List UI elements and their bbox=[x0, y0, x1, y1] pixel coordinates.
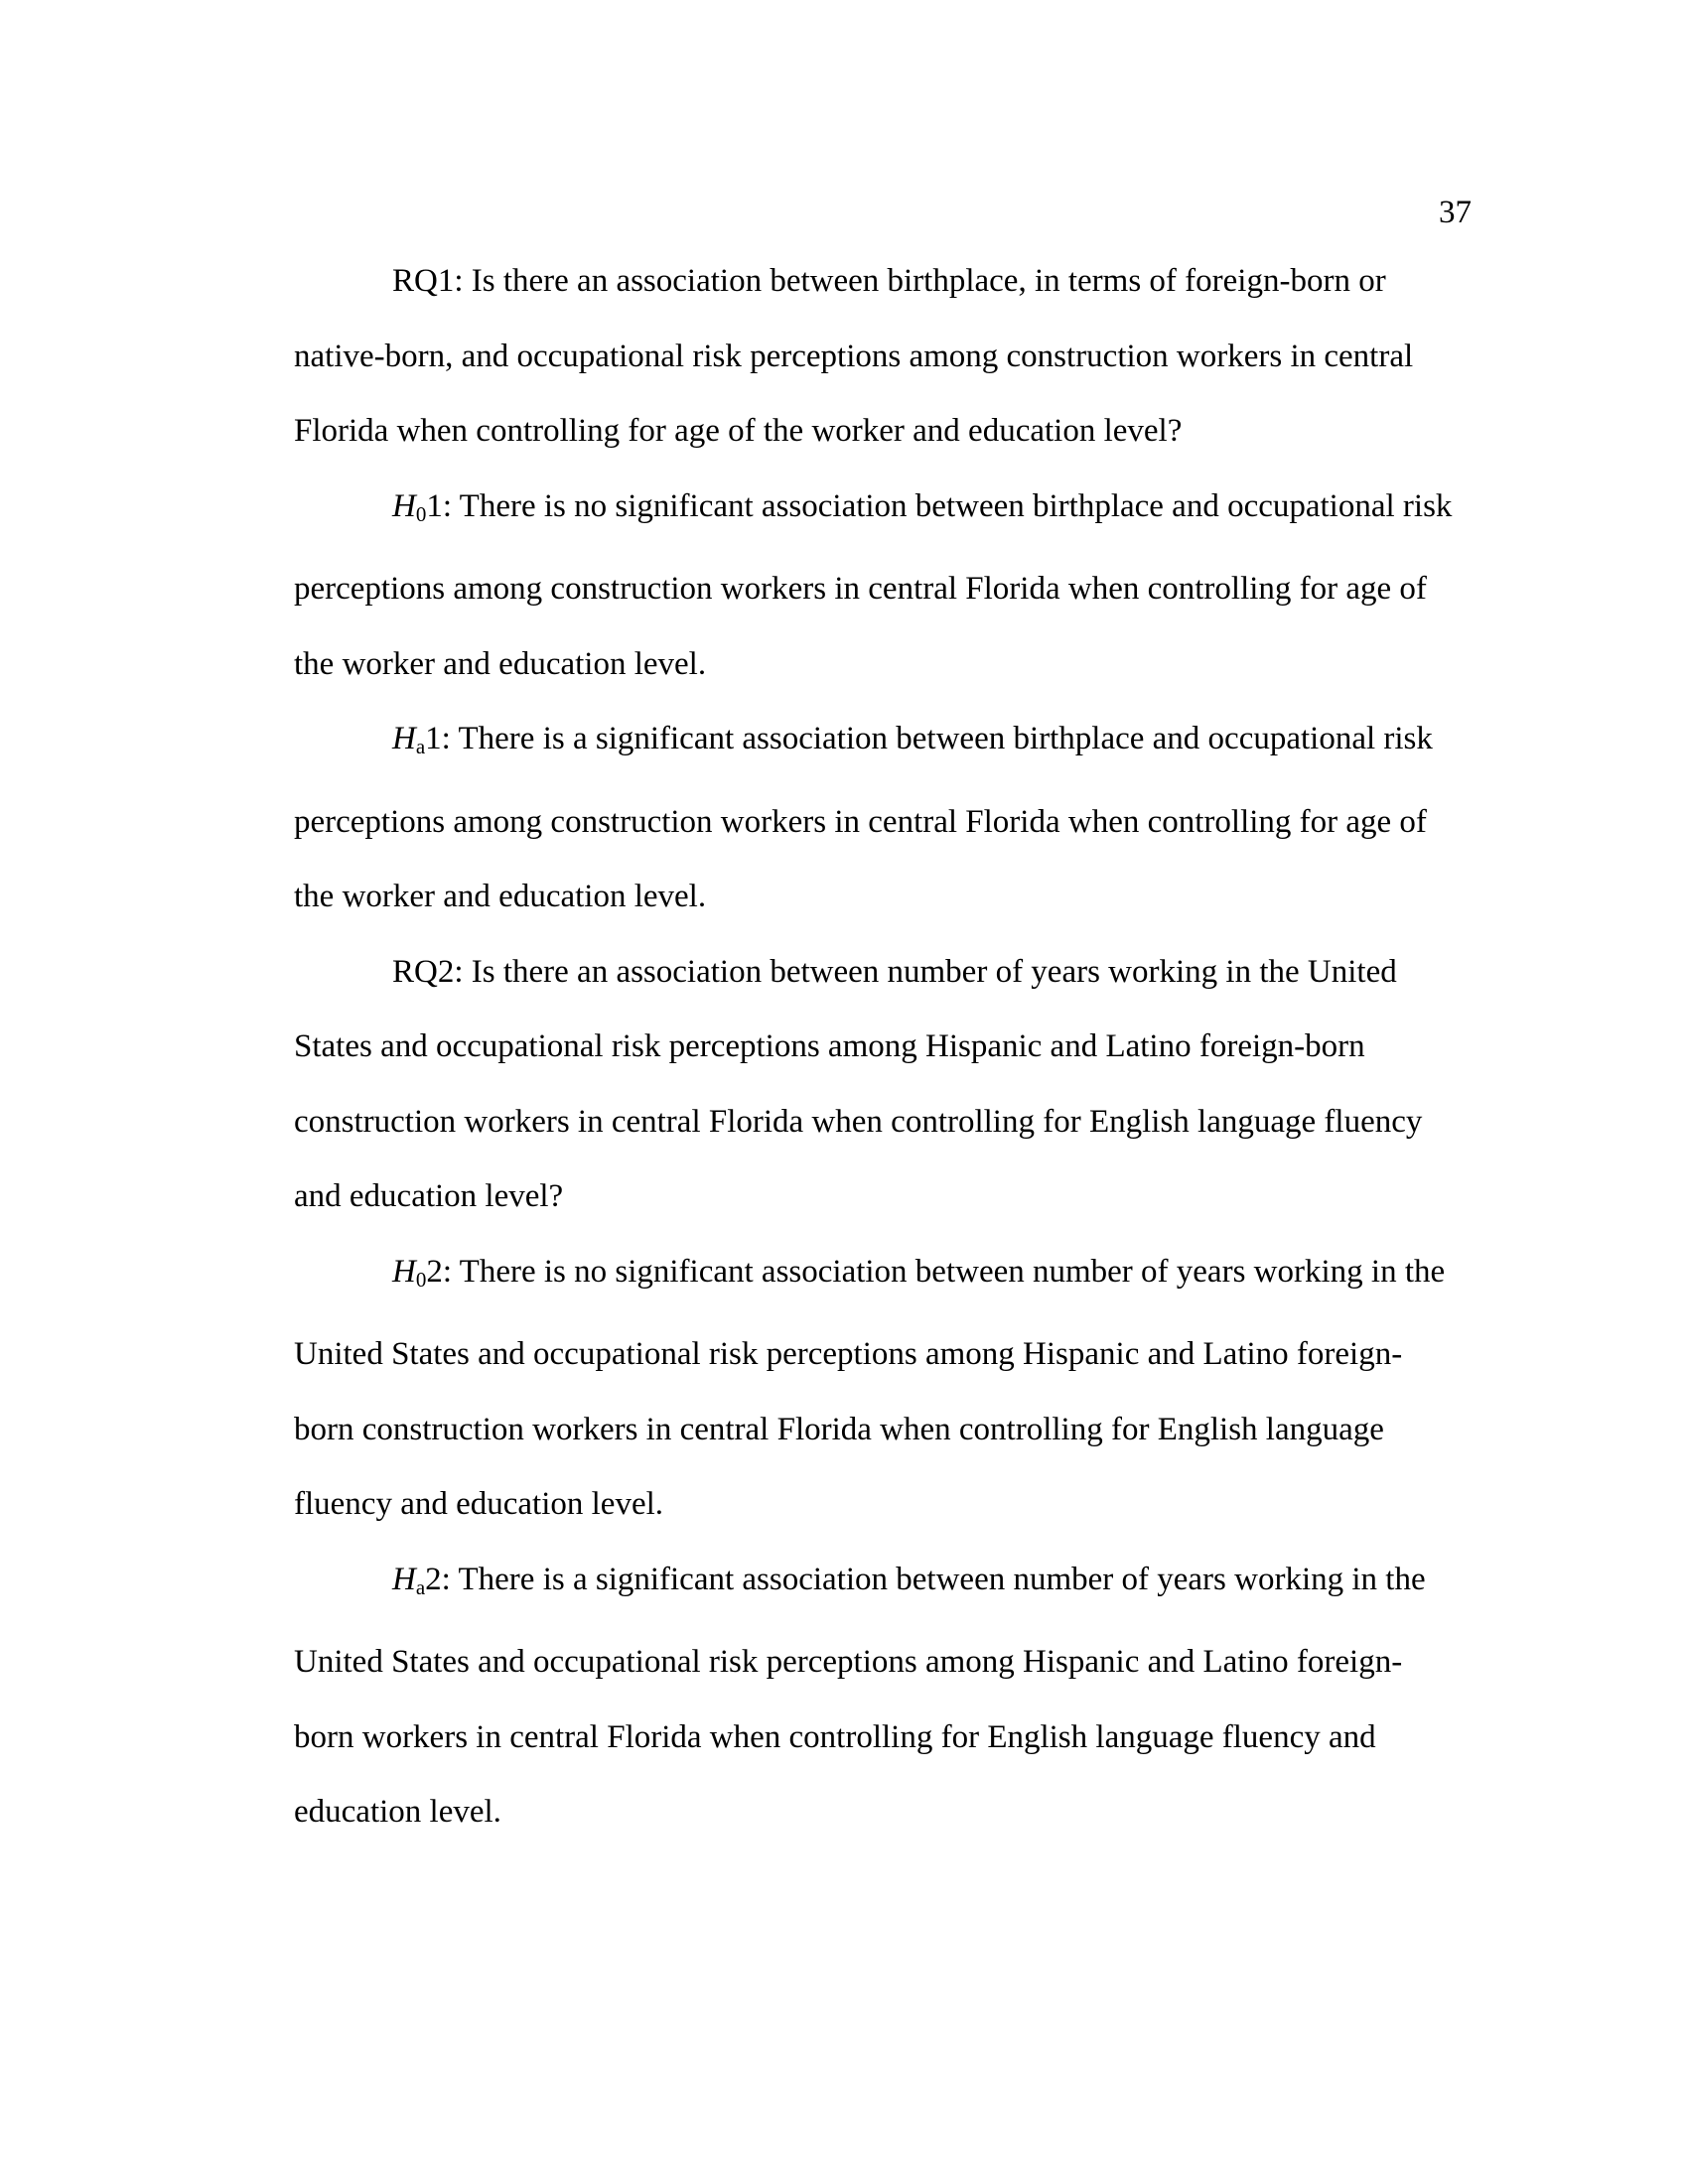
hypothesis-text: There is a significant association between number of years working in the United States and occupational risk perceptions among Hispanic and Latino foreign-born workers in central Florida when controlling for English language fluency and education level. bbox=[294, 1561, 1426, 1830]
hypothesis-number: 1: bbox=[426, 487, 453, 524]
hypothesis-subscript: 0 bbox=[415, 1267, 427, 1292]
document-body bbox=[294, 244, 1458, 1850]
research-question-1: RQ1: Is there an association between birthplace, in terms of foreign-born or native-born, and occupational risk perceptions among construction workers in central Florida when controlling for age of the worker and education level? bbox=[294, 263, 1414, 449]
hypothesis-number: 2: bbox=[426, 1253, 453, 1290]
hypothesis-symbol: H bbox=[392, 721, 416, 756]
hypothesis-text: There is a significant association between birthplace and occupational risk perceptions among construction workers in central Florida when controlling for age of the worker and education level. bbox=[294, 721, 1433, 914]
hypothesis-text: There is no significant association between birthplace and occupational risk perceptions among construction workers in central Florida when controlling for age of the worker and education level. bbox=[294, 487, 1453, 682]
hypothesis-subscript: 0 bbox=[415, 501, 427, 526]
null-hypothesis-1 bbox=[294, 470, 1458, 703]
page-number: 37 bbox=[1439, 195, 1472, 230]
hypothesis-text: There is no significant association between number of years working in the United States and occupational risk perceptions among Hispanic and Latino foreign-born construction workers in central Florida when controlling for English language fluency and education level. bbox=[294, 1253, 1446, 1522]
hypothesis-symbol: H bbox=[392, 487, 416, 524]
alternative-hypothesis-2 bbox=[294, 1543, 1458, 1850]
hypothesis-number: 1: bbox=[425, 721, 451, 756]
hypothesis-subscript: a bbox=[415, 735, 426, 758]
hypothesis-symbol: H bbox=[392, 1253, 416, 1290]
hypothesis-number: 2: bbox=[425, 1561, 451, 1597]
hypothesis-symbol: H bbox=[392, 1561, 416, 1597]
hypothesis-subscript: a bbox=[415, 1574, 426, 1599]
null-hypothesis-2 bbox=[294, 1235, 1458, 1543]
research-question-2: RQ2: Is there an association between number of years working in the United States and occupational risk perceptions among Hispanic and Latino foreign-born construction workers in central Florida when controlling for English language fluency and education level? bbox=[294, 953, 1423, 1214]
alternative-hypothesis-1 bbox=[294, 702, 1458, 935]
